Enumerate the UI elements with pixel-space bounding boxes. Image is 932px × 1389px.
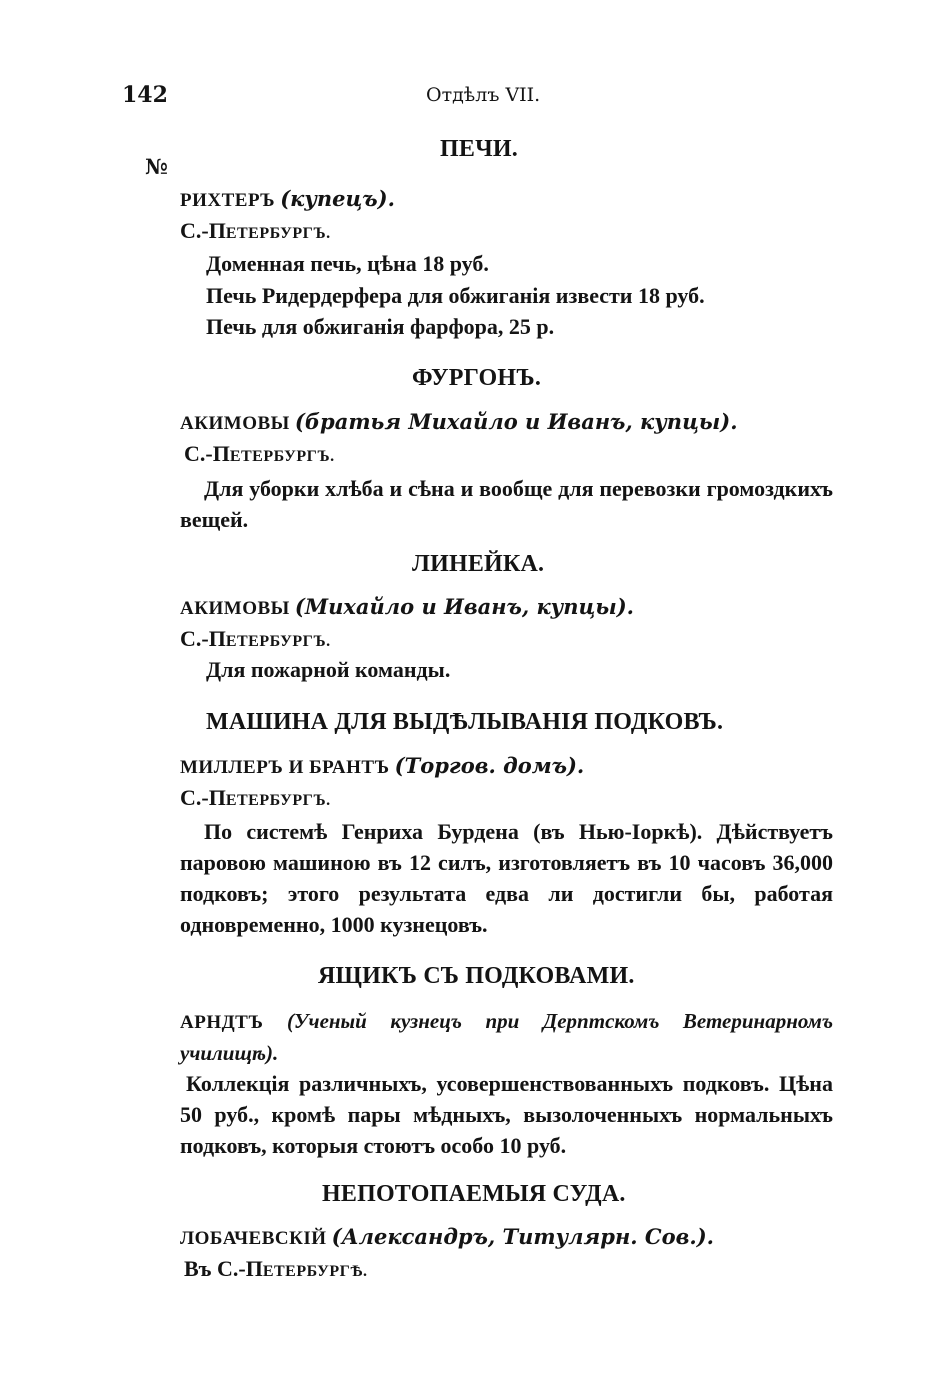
page-number: 142 (122, 82, 168, 108)
exhibitor-description: (Александръ, Титулярн. Сов.). (331, 1224, 714, 1249)
exhibitor-line (180, 755, 584, 777)
running-title: Отдѣлъ VII. (426, 84, 541, 106)
exhibitor-description: (купецъ). (280, 186, 395, 211)
exhibitor-name: АРНДТЪ (180, 1012, 264, 1033)
item-line: Печь для обжиганія фарфора, 25 р. (206, 314, 555, 339)
city-rest: ЕТЕРБУРГЪ. (225, 225, 331, 242)
city-initial: С.-П (184, 441, 230, 466)
exhibitor-line (180, 1226, 714, 1248)
item-line: Доменная печь, цѣна 18 руб. (206, 251, 489, 276)
section-paragraph: Для уборки хлѣба и сѣна и вообще для перевозки громоздкихъ вещей. (180, 476, 833, 532)
city-rest: ЕТЕРБУРГЪ. (225, 633, 331, 650)
city-line (184, 1258, 368, 1280)
exhibitor-description: (Торгов. домъ). (394, 753, 585, 778)
number-sign: № (145, 154, 168, 179)
city-line (180, 220, 331, 242)
city-initial: Въ С.-П (184, 1256, 263, 1281)
section-heading-pechi: ПЕЧИ. (440, 136, 518, 162)
exhibitor-line (180, 411, 738, 433)
city-line (184, 443, 335, 465)
exhibitor-name: МИЛЛЕРЪ И БРАНТЪ (180, 757, 390, 778)
exhibitor-name: АКИМОВЫ (180, 413, 290, 434)
city-initial: С.-П (180, 626, 226, 651)
city-rest: ЕТЕРБУРГЪ. (229, 448, 335, 465)
section-heading-furgon: ФУРГОНЪ. (412, 365, 542, 391)
exhibitor-name: РИХТЕРЪ (180, 190, 276, 211)
section-paragraph: Коллекція различныхъ, усовершенствованныхъ подковъ. Цѣна 50 руб., кромѣ пары мѣдныхъ, вызолоченныхъ нормальныхъ подковъ, которыя стоютъ особо 10 руб. (180, 1071, 833, 1158)
exhibitor-description: (Ученый кузнецъ при Дерптскомъ Ветеринарномъ училищѣ). (180, 1009, 834, 1065)
exhibitor-line (180, 1006, 833, 1069)
exhibitor-name: АКИМОВЫ (180, 598, 290, 619)
section-heading-lineika: ЛИНЕЙКА. (412, 551, 545, 577)
city-line (180, 787, 331, 809)
city-rest: ЕТЕРБУРГЪ. (225, 792, 331, 809)
item-line: Печь Ридердерфера для обжиганія извести 18 руб. (206, 283, 705, 308)
exhibitor-line (180, 596, 634, 618)
city-rest: ЕТЕРБУРГѢ. (262, 1263, 368, 1280)
section-paragraph: По системѣ Генриха Бурдена (въ Нью-Іоркѣ). Дѣйствуетъ паровою машиною въ 12 силъ, изготовляетъ въ 10 часовъ 36,000 подковъ; этого результата едва ли достигли бы, работая одновременно, 1000 кузнецовъ. (180, 819, 833, 937)
city-initial: С.-П (180, 785, 226, 810)
exhibitor-line (180, 188, 395, 210)
item-line: Для пожарной команды. (206, 657, 451, 682)
exhibitor-name: ЛОБАЧЕВСКІЙ (180, 1228, 327, 1249)
exhibitor-description: (братья Михайло и Иванъ, купцы). (294, 409, 738, 434)
section-heading-mashina: МАШИНА ДЛЯ ВЫДѢЛЫВАНІЯ ПОДКОВЪ. (206, 709, 724, 735)
city-initial: С.-П (180, 218, 226, 243)
city-line (180, 628, 331, 650)
section-heading-yashchik: ЯЩИКЪ СЪ ПОДКОВАМИ. (318, 963, 635, 989)
section-heading-nepotopaemyya-suda: НЕПОТОПАЕМЫЯ СУДА. (322, 1181, 626, 1207)
exhibitor-description: (Михайло и Иванъ, купцы). (294, 594, 634, 619)
